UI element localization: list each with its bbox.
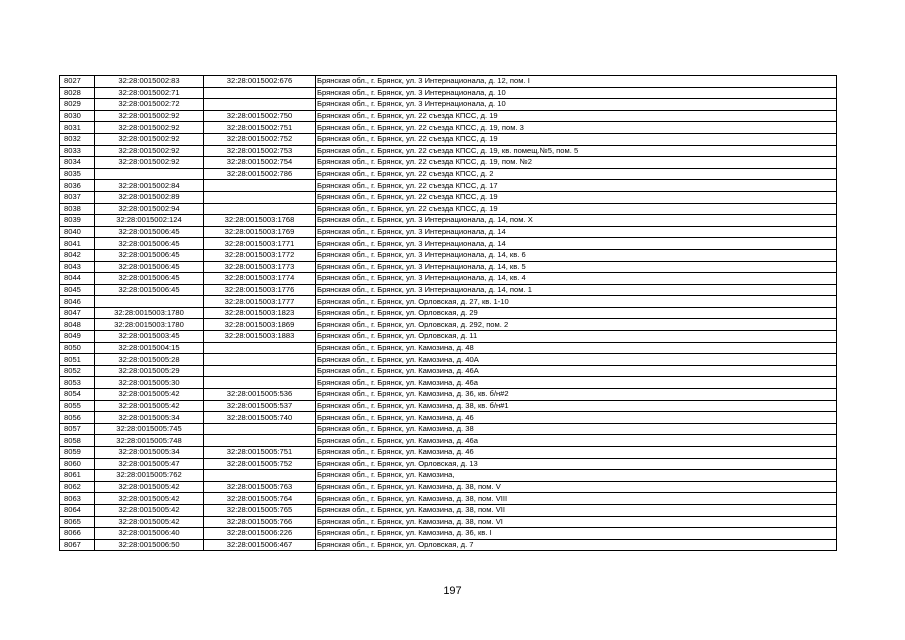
object-number-cell: 32:28:0015005:763 <box>204 481 316 493</box>
address-cell: Брянская обл., г. Брянск, ул. Орловская, д. 13 <box>316 458 837 470</box>
address-cell: Брянская обл., г. Брянск, ул. Камозина, д. 38 <box>316 423 837 435</box>
row-number-cell: 8054 <box>60 389 95 401</box>
table-row <box>60 99 837 111</box>
table-row <box>60 296 837 308</box>
address-cell: Брянская обл., г. Брянск, ул. Камозина, <box>316 470 837 482</box>
parcel-number-cell: 32:28:0015002:89 <box>95 191 204 203</box>
row-number-cell: 8056 <box>60 412 95 424</box>
row-number-cell: 8046 <box>60 296 95 308</box>
parcel-number-cell: 32:28:0015006:50 <box>95 539 204 551</box>
object-number-cell: 32:28:0015005:751 <box>204 447 316 459</box>
object-number-cell: 32:28:0015005:766 <box>204 516 316 528</box>
table-row <box>60 493 837 505</box>
table-row <box>60 447 837 459</box>
object-number-cell <box>204 354 316 366</box>
row-number-cell: 8047 <box>60 307 95 319</box>
parcel-number-cell: 32:28:0015005:42 <box>95 389 204 401</box>
address-cell: Брянская обл., г. Брянск, ул. Камозина, д. 46а <box>316 377 837 389</box>
table-row <box>60 516 837 528</box>
parcel-number-cell: 32:28:0015006:45 <box>95 249 204 261</box>
row-number-cell: 8036 <box>60 180 95 192</box>
table-row <box>60 389 837 401</box>
parcel-number-cell: 32:28:0015006:40 <box>95 528 204 540</box>
address-cell: Брянская обл., г. Брянск, ул. Камозина, д. 46А <box>316 365 837 377</box>
table-row <box>60 400 837 412</box>
row-number-cell: 8058 <box>60 435 95 447</box>
table-row <box>60 319 837 331</box>
address-cell: Брянская обл., г. Брянск, ул. 3 Интернационала, д. 10 <box>316 99 837 111</box>
parcel-number-cell: 32:28:0015003:45 <box>95 331 204 343</box>
address-cell: Брянская обл., г. Брянск, ул. 22 съезда КПСС, д. 19, пом. 3 <box>316 122 837 134</box>
row-number-cell: 8027 <box>60 76 95 88</box>
parcel-number-cell: 32:28:0015006:45 <box>95 226 204 238</box>
address-cell: Брянская обл., г. Брянск, ул. 22 съезда КПСС, д. 19 <box>316 191 837 203</box>
address-cell: Брянская обл., г. Брянск, ул. Камозина, д. 36, кв. I <box>316 528 837 540</box>
address-cell: Брянская обл., г. Брянск, ул. 22 съезда КПСС, д. 2 <box>316 168 837 180</box>
row-number-cell: 8034 <box>60 157 95 169</box>
address-cell: Брянская обл., г. Брянск, ул. Камозина, д. 46а <box>316 435 837 447</box>
object-number-cell: 32:28:0015003:1773 <box>204 261 316 273</box>
table-row <box>60 423 837 435</box>
table-row <box>60 377 837 389</box>
parcel-number-cell: 32:28:0015006:45 <box>95 238 204 250</box>
address-cell: Брянская обл., г. Брянск, ул. 22 съезда КПСС, д. 19 <box>316 203 837 215</box>
address-cell: Брянская обл., г. Брянск, ул. Камозина, д. 38, пом. VI <box>316 516 837 528</box>
object-number-cell: 32:28:0015003:1883 <box>204 331 316 343</box>
table-row <box>60 365 837 377</box>
object-number-cell: 32:28:0015006:467 <box>204 539 316 551</box>
object-number-cell <box>204 99 316 111</box>
table-row <box>60 470 837 482</box>
address-cell: Брянская обл., г. Брянск, ул. 3 Интернационала, д. 14 <box>316 226 837 238</box>
table-row <box>60 458 837 470</box>
table-row <box>60 273 837 285</box>
object-number-cell <box>204 377 316 389</box>
object-number-cell <box>204 87 316 99</box>
object-number-cell: 32:28:0015002:786 <box>204 168 316 180</box>
parcel-number-cell: 32:28:0015002:71 <box>95 87 204 99</box>
address-cell: Брянская обл., г. Брянск, ул. 22 съезда КПСС, д. 17 <box>316 180 837 192</box>
address-cell: Брянская обл., г. Брянск, ул. 22 съезда КПСС, д. 19 <box>316 133 837 145</box>
object-number-cell: 32:28:0015003:1774 <box>204 273 316 285</box>
object-number-cell: 32:28:0015002:750 <box>204 110 316 122</box>
address-cell: Брянская обл., г. Брянск, ул. Орловская, д. 29 <box>316 307 837 319</box>
parcel-number-cell: 32:28:0015003:1780 <box>95 319 204 331</box>
address-cell: Брянская обл., г. Брянск, ул. 3 Интернационала, д. 10 <box>316 87 837 99</box>
table-row <box>60 249 837 261</box>
table-row <box>60 435 837 447</box>
parcel-number-cell: 32:28:0015002:124 <box>95 215 204 227</box>
table-row <box>60 87 837 99</box>
address-cell: Брянская обл., г. Брянск, ул. 22 съезда КПСС, д. 19, кв. помещ.№5, пом. 5 <box>316 145 837 157</box>
object-number-cell: 32:28:0015003:1823 <box>204 307 316 319</box>
table-row <box>60 238 837 250</box>
table-row <box>60 203 837 215</box>
object-number-cell: 32:28:0015002:751 <box>204 122 316 134</box>
parcel-number-cell: 32:28:0015002:92 <box>95 157 204 169</box>
row-number-cell: 8029 <box>60 99 95 111</box>
row-number-cell: 8067 <box>60 539 95 551</box>
address-cell: Брянская обл., г. Брянск, ул. 3 Интернационала, д. 14, кв. 4 <box>316 273 837 285</box>
parcel-number-cell: 32:28:0015006:45 <box>95 273 204 285</box>
table-row <box>60 215 837 227</box>
table-row <box>60 157 837 169</box>
address-cell: Брянская обл., г. Брянск, ул. Камозина, д. 40А <box>316 354 837 366</box>
object-number-cell: 32:28:0015003:1776 <box>204 284 316 296</box>
parcel-number-cell: 32:28:0015005:42 <box>95 504 204 516</box>
table-row <box>60 133 837 145</box>
object-number-cell: 32:28:0015005:537 <box>204 400 316 412</box>
object-number-cell: 32:28:0015005:764 <box>204 493 316 505</box>
parcel-number-cell: 32:28:0015005:47 <box>95 458 204 470</box>
row-number-cell: 8039 <box>60 215 95 227</box>
object-number-cell: 32:28:0015002:754 <box>204 157 316 169</box>
object-number-cell: 32:28:0015005:536 <box>204 389 316 401</box>
object-number-cell <box>204 435 316 447</box>
table-row <box>60 284 837 296</box>
parcel-number-cell: 32:28:0015005:42 <box>95 493 204 505</box>
row-number-cell: 8032 <box>60 133 95 145</box>
table-row <box>60 76 837 88</box>
object-number-cell <box>204 365 316 377</box>
address-cell: Брянская обл., г. Брянск, ул. 22 съезда КПСС, д. 19, пом. №2 <box>316 157 837 169</box>
row-number-cell: 8031 <box>60 122 95 134</box>
address-cell: Брянская обл., г. Брянск, ул. Камозина, д. 36, кв. б/н#2 <box>316 389 837 401</box>
parcel-number-cell: 32:28:0015005:762 <box>95 470 204 482</box>
object-number-cell <box>204 203 316 215</box>
registry-table-body <box>60 76 837 551</box>
address-cell: Брянская обл., г. Брянск, ул. 22 съезда КПСС, д. 19 <box>316 110 837 122</box>
address-cell: Брянская обл., г. Брянск, ул. Орловская, д. 27, кв. 1-10 <box>316 296 837 308</box>
table-row <box>60 331 837 343</box>
table-row <box>60 539 837 551</box>
address-cell: Брянская обл., г. Брянск, ул. Камозина, д. 46 <box>316 412 837 424</box>
table-row <box>60 110 837 122</box>
object-number-cell: 32:28:0015005:740 <box>204 412 316 424</box>
object-number-cell: 32:28:0015003:1777 <box>204 296 316 308</box>
parcel-number-cell: 32:28:0015005:42 <box>95 516 204 528</box>
row-number-cell: 8037 <box>60 191 95 203</box>
address-cell: Брянская обл., г. Брянск, ул. 3 Интернационала, д. 14, пом. 1 <box>316 284 837 296</box>
object-number-cell: 32:28:0015003:1772 <box>204 249 316 261</box>
address-cell: Брянская обл., г. Брянск, ул. 3 Интернационала, д. 14 <box>316 238 837 250</box>
row-number-cell: 8051 <box>60 354 95 366</box>
row-number-cell: 8048 <box>60 319 95 331</box>
address-cell: Брянская обл., г. Брянск, ул. Орловская, д. 292, пом. 2 <box>316 319 837 331</box>
parcel-number-cell: 32:28:0015002:84 <box>95 180 204 192</box>
parcel-number-cell: 32:28:0015005:42 <box>95 400 204 412</box>
address-cell: Брянская обл., г. Брянск, ул. Орловская, д. 7 <box>316 539 837 551</box>
parcel-number-cell: 32:28:0015004:15 <box>95 342 204 354</box>
row-number-cell: 8035 <box>60 168 95 180</box>
parcel-number-cell: 32:28:0015002:92 <box>95 133 204 145</box>
row-number-cell: 8042 <box>60 249 95 261</box>
row-number-cell: 8064 <box>60 504 95 516</box>
parcel-number-cell: 32:28:0015002:83 <box>95 76 204 88</box>
row-number-cell: 8043 <box>60 261 95 273</box>
object-number-cell: 32:28:0015006:226 <box>204 528 316 540</box>
object-number-cell: 32:28:0015002:753 <box>204 145 316 157</box>
object-number-cell <box>204 191 316 203</box>
address-cell: Брянская обл., г. Брянск, ул. Камозина, д. 38, кв. б/н#1 <box>316 400 837 412</box>
table-row <box>60 191 837 203</box>
address-cell: Брянская обл., г. Брянск, ул. Орловская, д. 11 <box>316 331 837 343</box>
address-cell: Брянская обл., г. Брянск, ул. Камозина, д. 38, пом. VII <box>316 504 837 516</box>
address-cell: Брянская обл., г. Брянск, ул. 3 Интернационала, д. 14, кв. 6 <box>316 249 837 261</box>
row-number-cell: 8057 <box>60 423 95 435</box>
table-row <box>60 307 837 319</box>
row-number-cell: 8028 <box>60 87 95 99</box>
table-row <box>60 261 837 273</box>
row-number-cell: 8033 <box>60 145 95 157</box>
object-number-cell <box>204 180 316 192</box>
table-row <box>60 504 837 516</box>
row-number-cell: 8062 <box>60 481 95 493</box>
row-number-cell: 8053 <box>60 377 95 389</box>
object-number-cell: 32:28:0015002:676 <box>204 76 316 88</box>
table-row <box>60 226 837 238</box>
registry-table <box>59 75 837 551</box>
table-row <box>60 168 837 180</box>
parcel-number-cell: 32:28:0015002:94 <box>95 203 204 215</box>
parcel-number-cell: 32:28:0015002:92 <box>95 145 204 157</box>
table-row <box>60 528 837 540</box>
row-number-cell: 8059 <box>60 447 95 459</box>
row-number-cell: 8030 <box>60 110 95 122</box>
table-row <box>60 145 837 157</box>
address-cell: Брянская обл., г. Брянск, ул. 3 Интернационала, д. 12, пом. I <box>316 76 837 88</box>
object-number-cell: 32:28:0015003:1869 <box>204 319 316 331</box>
parcel-number-cell: 32:28:0015006:45 <box>95 284 204 296</box>
object-number-cell: 32:28:0015005:752 <box>204 458 316 470</box>
address-cell: Брянская обл., г. Брянск, ул. Камозина, д. 48 <box>316 342 837 354</box>
object-number-cell: 32:28:0015003:1768 <box>204 215 316 227</box>
object-number-cell: 32:28:0015003:1769 <box>204 226 316 238</box>
parcel-number-cell: 32:28:0015002:92 <box>95 122 204 134</box>
table-row <box>60 180 837 192</box>
parcel-number-cell: 32:28:0015005:30 <box>95 377 204 389</box>
table-row <box>60 481 837 493</box>
parcel-number-cell: 32:28:0015006:45 <box>95 261 204 273</box>
row-number-cell: 8061 <box>60 470 95 482</box>
parcel-number-cell: 32:28:0015005:28 <box>95 354 204 366</box>
row-number-cell: 8055 <box>60 400 95 412</box>
address-cell: Брянская обл., г. Брянск, ул. Камозина, д. 38, пом. V <box>316 481 837 493</box>
table-row <box>60 354 837 366</box>
parcel-number-cell: 32:28:0015005:42 <box>95 481 204 493</box>
object-number-cell: 32:28:0015005:765 <box>204 504 316 516</box>
table-row <box>60 412 837 424</box>
parcel-number-cell <box>95 296 204 308</box>
row-number-cell: 8045 <box>60 284 95 296</box>
object-number-cell <box>204 342 316 354</box>
row-number-cell: 8063 <box>60 493 95 505</box>
parcel-number-cell: 32:28:0015002:92 <box>95 110 204 122</box>
row-number-cell: 8040 <box>60 226 95 238</box>
address-cell: Брянская обл., г. Брянск, ул. 3 Интернационала, д. 14, пом. X <box>316 215 837 227</box>
row-number-cell: 8065 <box>60 516 95 528</box>
parcel-number-cell: 32:28:0015005:745 <box>95 423 204 435</box>
row-number-cell: 8066 <box>60 528 95 540</box>
address-cell: Брянская обл., г. Брянск, ул. Камозина, д. 46 <box>316 447 837 459</box>
table-row <box>60 122 837 134</box>
object-number-cell: 32:28:0015003:1771 <box>204 238 316 250</box>
object-number-cell <box>204 470 316 482</box>
object-number-cell: 32:28:0015002:752 <box>204 133 316 145</box>
parcel-number-cell: 32:28:0015005:34 <box>95 412 204 424</box>
row-number-cell: 8038 <box>60 203 95 215</box>
parcel-number-cell: 32:28:0015005:34 <box>95 447 204 459</box>
row-number-cell: 8049 <box>60 331 95 343</box>
row-number-cell: 8060 <box>60 458 95 470</box>
table-row <box>60 342 837 354</box>
address-cell: Брянская обл., г. Брянск, ул. Камозина, д. 38, пом. VIII <box>316 493 837 505</box>
page-number: 197 <box>443 585 462 597</box>
row-number-cell: 8044 <box>60 273 95 285</box>
parcel-number-cell: 32:28:0015003:1780 <box>95 307 204 319</box>
parcel-number-cell: 32:28:0015002:72 <box>95 99 204 111</box>
parcel-number-cell <box>95 168 204 180</box>
object-number-cell <box>204 423 316 435</box>
address-cell: Брянская обл., г. Брянск, ул. 3 Интернационала, д. 14, кв. 5 <box>316 261 837 273</box>
parcel-number-cell: 32:28:0015005:29 <box>95 365 204 377</box>
parcel-number-cell: 32:28:0015005:748 <box>95 435 204 447</box>
row-number-cell: 8052 <box>60 365 95 377</box>
row-number-cell: 8041 <box>60 238 95 250</box>
row-number-cell: 8050 <box>60 342 95 354</box>
